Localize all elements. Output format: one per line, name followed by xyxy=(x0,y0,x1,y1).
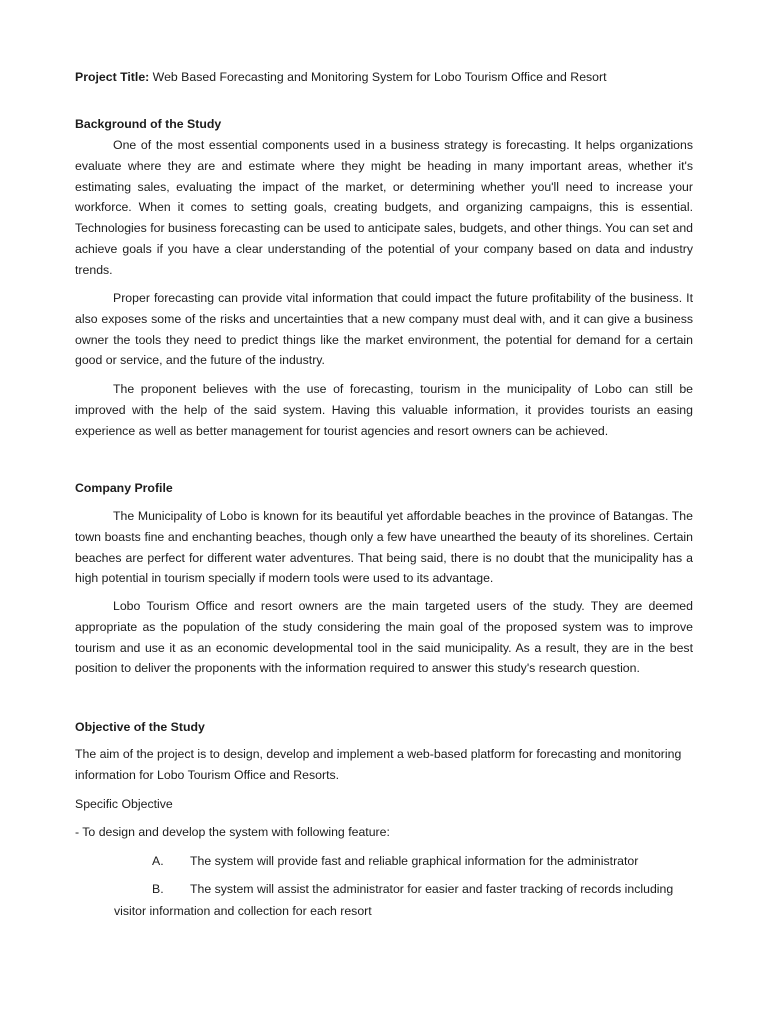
background-paragraph-1: One of the most essential components used in a business strategy is forecasting. It helps organizations evaluate where they are and estimate where they might be heading in many important areas, whether it's estimating sales, evaluating the impact of the market, or determining whether you'll need to increase your workforce. When it comes to setting goals, creating budgets, and organizing campaigns, this is essential. Technologies for business forecasting can be used to anticipate sales, budgets, and other things. You can set and achieve goals if you have a clear understanding of the potential of your company based on data and industry trends. xyxy=(75,138,693,277)
background-heading: Background of the Study xyxy=(75,117,222,131)
feature-intro: - To design and develop the system with following feature: xyxy=(75,825,390,839)
list-item-continuation: visitor information and collection for each resort xyxy=(114,904,372,918)
background-paragraph-3: The proponent believes with the use of forecasting, tourism in the municipality of Lobo can still be improved with the help of the said system. Having this valuable information, it provides tourists an easing experience as well as better management for tourist agencies and resort owners can be achieved. xyxy=(75,382,693,438)
list-item-letter: A. xyxy=(152,854,164,868)
objective-heading: Objective of the Study xyxy=(75,720,205,734)
company-paragraph-1: The Municipality of Lobo is known for its beautiful yet affordable beaches in the province of Batangas. The town boasts fine and enchanting beaches, though only a few have unearthed the beauty of its shorelines. Certain beaches are perfect for different water adventures. That being said, there is no doubt that the municipality has a high potential in tourism specially if modern tools were used to its advantage. xyxy=(75,509,693,586)
project-title-label: Project Title: xyxy=(75,70,150,84)
list-item-text: The system will assist the administrator for easier and faster tracking of records including xyxy=(190,882,674,896)
list-item-text: The system will provide fast and reliable graphical information for the administrator xyxy=(190,854,639,868)
list-item-letter: B. xyxy=(152,882,164,896)
list-item xyxy=(0,851,768,873)
background-paragraph-2: Proper forecasting can provide vital information that could impact the future profitability of the business. It also exposes some of the risks and uncertainties that a new company must deal with, and it can give a business owner the tools they need to predict things like the market environment, the potential for demand for a certain good or service, and the future of the industry. xyxy=(75,291,693,368)
specific-objective-label: Specific Objective xyxy=(75,797,173,811)
list-item xyxy=(0,879,768,901)
objective-aim: The aim of the project is to design, develop and implement a web-based platform for forecasting and monitoring information for Lobo Tourism Office and Resorts. xyxy=(75,747,682,782)
company-paragraph-2: Lobo Tourism Office and resort owners are the main targeted users of the study. They are deemed appropriate as the population of the study considering the main goal of the proposed system was to improve tourism and use it as an economic developmental tool in the said municipality. As a result, they are in the best position to deliver the proponents with the information required to answer this study's research question. xyxy=(75,599,693,676)
company-profile-heading: Company Profile xyxy=(75,481,173,495)
project-title-line xyxy=(75,70,693,84)
project-title-text: Web Based Forecasting and Monitoring System for Lobo Tourism Office and Resort xyxy=(149,70,607,84)
